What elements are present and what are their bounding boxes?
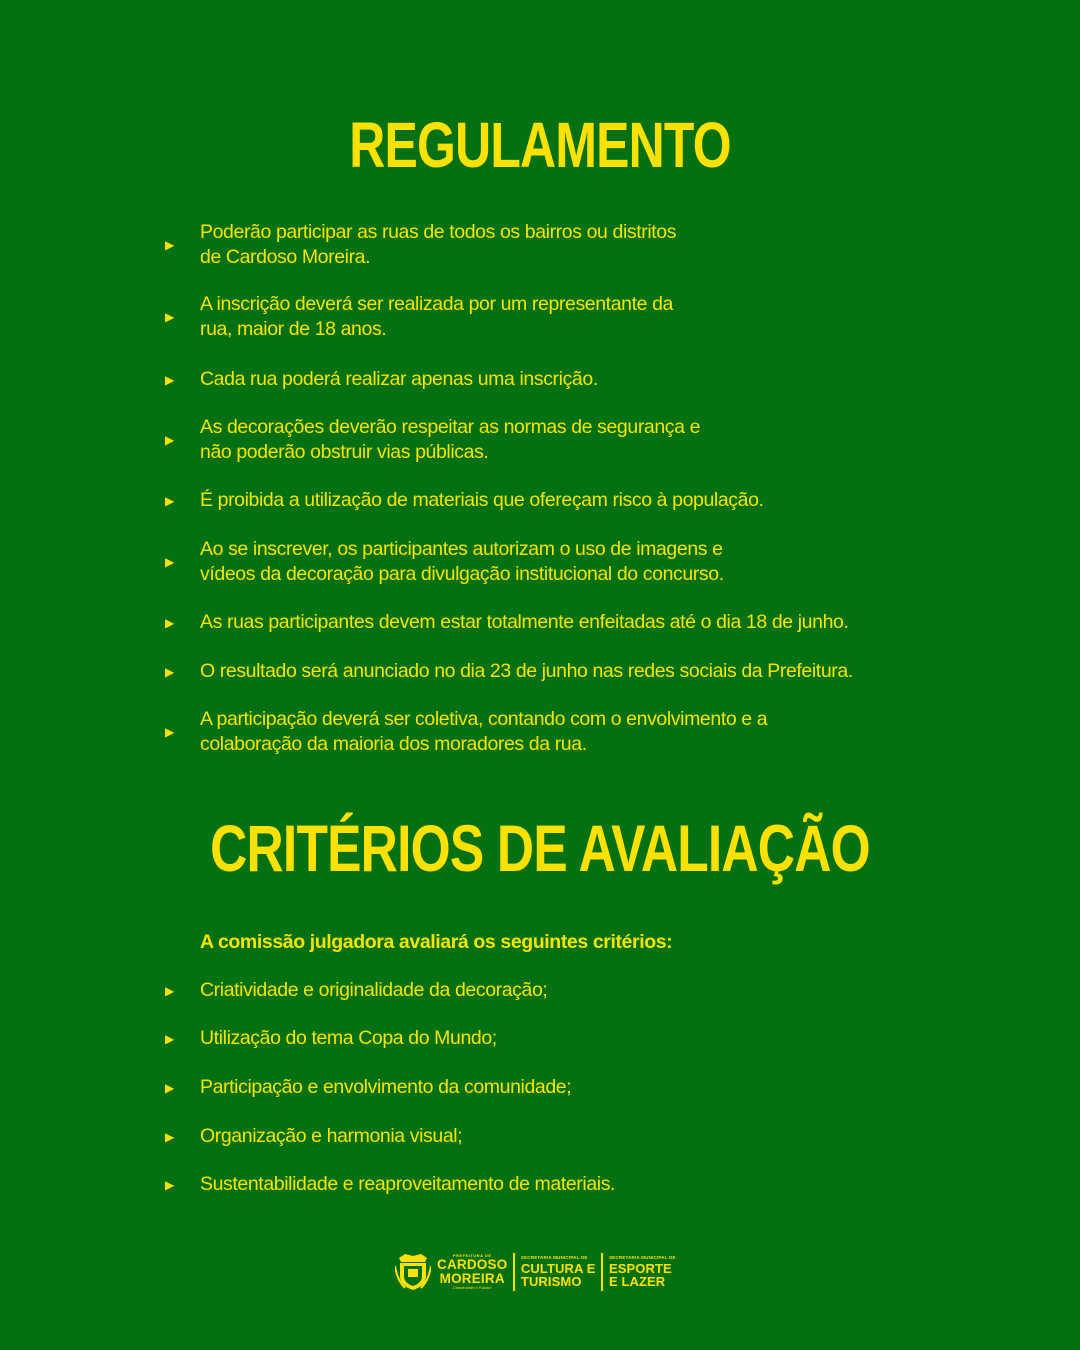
divider [513, 1253, 515, 1291]
list-item-text: Ao se inscrever, os participantes autorizam o uso de imagens e vídeos da decoração para divulgação institucional do concurso. [200, 538, 724, 585]
dept-line1: ESPORTE [608, 1260, 672, 1276]
triangle-bullet-icon: ▶ [165, 493, 175, 508]
triangle-bullet-icon: ▶ [165, 725, 175, 739]
list-item-text: A inscrição deverá ser realizada por um representante da rua, maior de 18 anos. [200, 293, 673, 340]
list-item-text: O resultado será anunciado no dia 23 de junho nas redes sociais da Prefeitura. [200, 660, 853, 682]
triangle-bullet-icon: ▶ [165, 615, 175, 630]
footer-logos [395, 1250, 676, 1294]
list-item-text: As decorações deverão respeitar as normas de segurança e não poderão obstruir vias públicas. [200, 416, 701, 463]
dept-esporte-lazer [609, 1256, 676, 1288]
triangle-bullet-icon: ▶ [165, 1031, 175, 1046]
triangle-bullet-icon: ▶ [165, 983, 175, 998]
list-item [165, 1124, 965, 1149]
list-item [165, 537, 965, 587]
brand-prefix: PREFEITURA DE [452, 1253, 492, 1258]
list-item-text: Participação e envolvimento da comunidade; [200, 1076, 572, 1098]
list-item-text: Sustentabilidade e reaproveitamento de materiais. [200, 1173, 616, 1195]
divider [601, 1253, 603, 1291]
triangle-bullet-icon: ▶ [165, 664, 175, 679]
list-item [165, 610, 965, 635]
list-item-text: É proibida a utilização de materiais que ofereçam risco à população. [200, 489, 764, 511]
brand-line2: MOREIRA [439, 1270, 505, 1286]
list-item [165, 1172, 965, 1197]
triangle-bullet-icon: ▶ [165, 310, 175, 324]
list-item [165, 978, 965, 1003]
dept-line1: CULTURA E [520, 1260, 596, 1276]
dept-prefix: SECRETARIA MUNICIPAL DE [520, 1255, 588, 1261]
triangle-bullet-icon: ▶ [165, 238, 175, 252]
list-item [165, 488, 965, 513]
list-item [165, 220, 965, 270]
triangle-bullet-icon: ▶ [165, 433, 175, 447]
municipal-crest-icon [395, 1252, 431, 1292]
list-item [165, 292, 965, 342]
triangle-bullet-icon: ▶ [165, 555, 175, 569]
dept-line2: E LAZER [608, 1273, 666, 1289]
triangle-bullet-icon: ▶ [165, 1129, 175, 1144]
list-item [165, 707, 965, 757]
dept-cultura-turismo [521, 1256, 596, 1288]
list-item [165, 367, 965, 392]
list-item-text: Utilização do tema Copa do Mundo; [200, 1027, 497, 1049]
list-item [165, 659, 965, 684]
dept-prefix: SECRETARIA MUNICIPAL DE [608, 1255, 676, 1261]
list-item [165, 1026, 965, 1051]
triangle-bullet-icon: ▶ [165, 1177, 175, 1192]
brand-slogan: Construindo o Futuro! [452, 1285, 492, 1290]
list-item-text: Poderão participar as ruas de todos os bairros ou distritos de Cardoso Moreira. [200, 221, 677, 268]
brand-line1: CARDOSO [437, 1257, 508, 1272]
list-item-text: Criatividade e originalidade da decoração; [200, 979, 548, 1001]
regulamento-title: REGULAMENTO [349, 109, 731, 181]
criterios-intro: A comissão julgadora avaliará os seguintes critérios: [200, 931, 673, 953]
triangle-bullet-icon: ▶ [165, 1080, 175, 1095]
triangle-bullet-icon: ▶ [165, 372, 175, 387]
list-item [165, 415, 965, 465]
dept-line2: TURISMO [520, 1273, 582, 1289]
list-item-text: Organização e harmonia visual; [200, 1125, 463, 1147]
list-item-text: Cada rua poderá realizar apenas uma inscrição. [200, 368, 598, 390]
list-item [165, 1075, 965, 1100]
list-item-text: A participação deverá ser coletiva, contando com o envolvimento e a colaboração da maioria dos moradores da rua. [200, 708, 768, 755]
list-item-text: As ruas participantes devem estar totalmente enfeitadas até o dia 18 de junho. [200, 611, 849, 633]
criterios-title: CRITÉRIOS DE AVALIAÇÃO [210, 811, 870, 885]
cardoso-moreira-brand [437, 1254, 507, 1290]
